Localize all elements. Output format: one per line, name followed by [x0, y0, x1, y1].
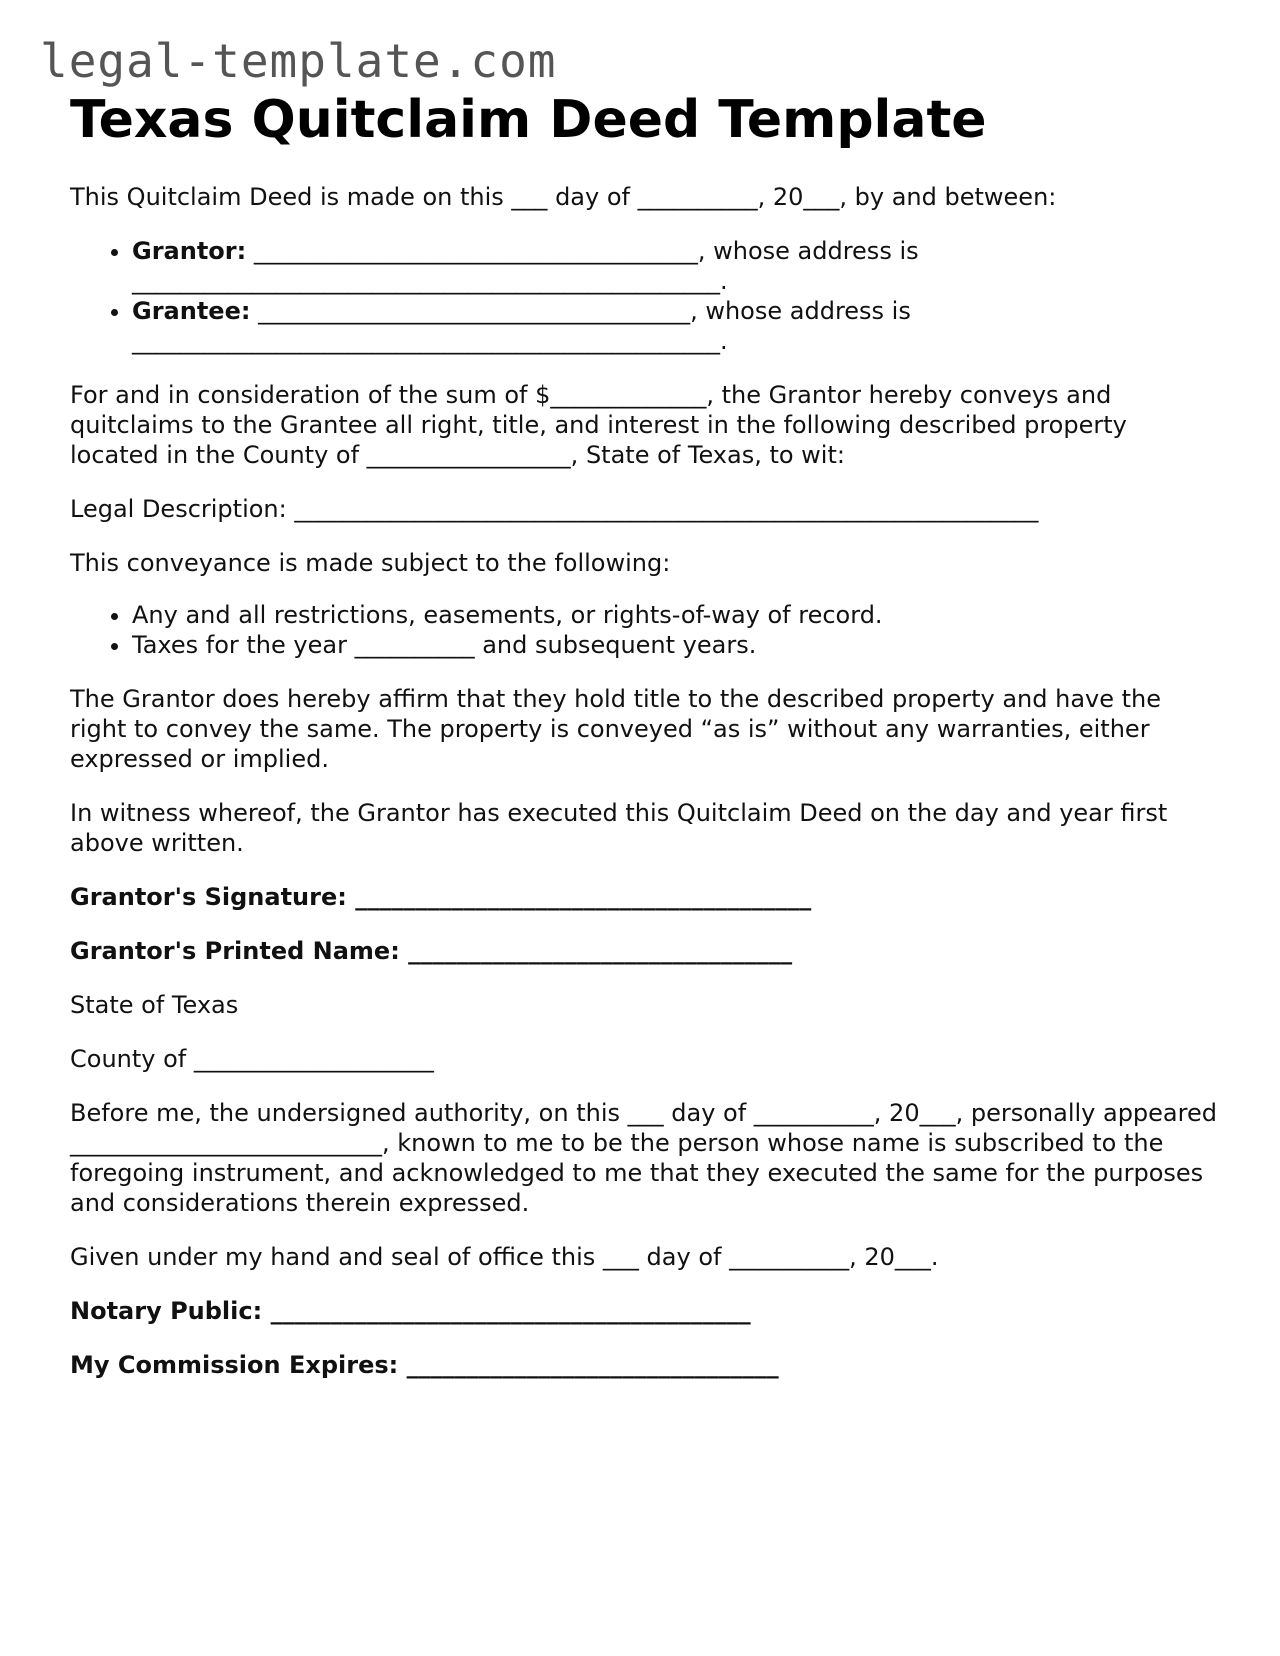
parties-list	[70, 236, 1220, 356]
county-line: County of ____________________	[70, 1045, 434, 1073]
state-line: State of Texas	[70, 991, 239, 1019]
list-item: • Taxes for the year __________ and subsequent years.	[132, 630, 1220, 660]
list-item-grantee	[132, 296, 1220, 356]
legal-description-line: Legal Description: ______________________________________________________________	[70, 495, 1039, 523]
grantor-signature-line: Grantor's Signature: ______________________________________	[70, 883, 812, 911]
site-watermark: legal-template.com	[40, 34, 557, 88]
grantor-line: _____________________________________, whose address is _________________________________________________.	[132, 237, 919, 295]
grantor-printed-name-line: Grantor's Printed Name: ________________________________	[70, 937, 793, 965]
grantee-line: ____________________________________, whose address is _________________________________________________.	[132, 297, 911, 355]
grantor-label: Grantor:	[132, 237, 247, 265]
consideration-paragraph: For and in consideration of the sum of $_____________, the Grantor hereby conveys and quitclaims to the Grantee all right, title, and interest in the following described property located in the County of _________________, State of Texas, to wit:	[70, 381, 1127, 469]
list-item: • Any and all restrictions, easements, or rights-of-way of record.	[132, 600, 1220, 630]
notary-public-line: Notary Public: ________________________________________	[70, 1297, 751, 1325]
commission-expires-line: My Commission Expires: _______________________________	[70, 1351, 779, 1379]
page-title: Texas Quitclaim Deed Template	[70, 90, 987, 150]
deed-document	[70, 88, 1220, 1404]
list-item-grantor	[132, 236, 1220, 296]
intro-paragraph: This Quitclaim Deed is made on this ___ day of __________, 20___, by and between:	[70, 183, 1057, 211]
witness-paragraph: In witness whereof, the Grantor has executed this Quitclaim Deed on the day and year first above written.	[70, 799, 1168, 857]
affirmation-paragraph: The Grantor does hereby affirm that they hold title to the described property and have the right to convey the same. The property is conveyed “as is” without any warranties, either expressed or implied.	[70, 685, 1162, 773]
subject-list	[70, 600, 1220, 660]
subject-intro: This conveyance is made subject to the following:	[70, 549, 671, 577]
grantee-label: Grantee:	[132, 297, 251, 325]
given-line: Given under my hand and seal of office this ___ day of __________, 20___.	[70, 1243, 939, 1271]
acknowledgment-paragraph: Before me, the undersigned authority, on this ___ day of __________, 20___, personally appeared __________________________, known to me to be the person whose name is subscribed to the foregoing instrument, and acknowledged to me that they executed the same for the purposes and considerations therein expressed.	[70, 1099, 1217, 1217]
